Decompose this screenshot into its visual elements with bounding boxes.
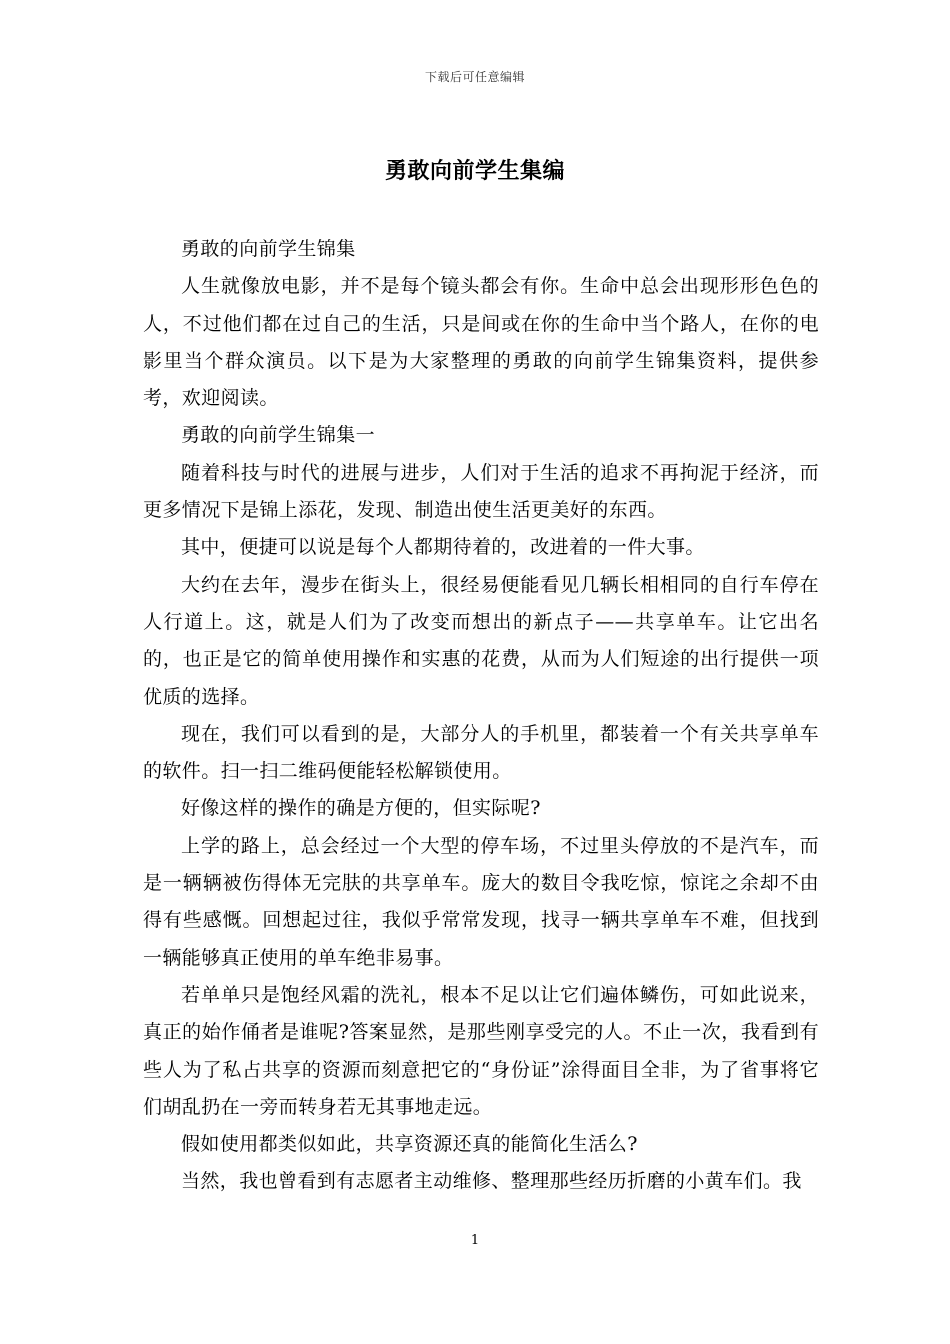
paragraph: 上学的路上，总会经过一个大型的停车场，不过里头停放的不是汽车，而是一辆辆被伤得体无完肤的共享单车。庞大的数目令我吃惊，惊诧之余却不由得有些感慨。回想起过往，我似乎常常发现，找寻一辆共享单车不难，但找到一辆能够真正使用的单车绝非易事。 [143,834,819,969]
paragraph: 若单单只是饱经风霜的洗礼，根本不足以让它们遍体鳞伤，可如此说来，真正的始作俑者是谁呢?答案显然，是那些刚享受完的人。不止一次，我看到有些人为了私占共享的资源而刻意把它的“身份证”涂得面目全非，为了省事将它们胡乱扔在一旁而转身若无其事地走远。 [143,983,819,1118]
page-title: 勇敢向前学生集编 [384,158,565,184]
paragraph: 当然，我也曾看到有志愿者主动维修、整理那些经历折磨的小黄车们。我 [181,1170,802,1193]
paragraph: 人生就像放电影，并不是每个镜头都会有你。生命中总会出现形形色色的人，不过他们都在过自己的生活，只是间或在你的生命中当个路人，在你的电影里当个群众演员。以下是为大家整理的勇敢的向前学生锦集资料，提供参考，欢迎阅读。 [143,275,819,410]
paragraph: 现在，我们可以看到的是，大部分人的手机里，都装着一个有关共享单车的软件。扫一扫二维码便能轻松解锁使用。 [143,722,819,783]
header-note: 下载后可任意编辑 [424,70,525,84]
paragraph: 勇敢的向前学生锦集 [181,238,356,260]
paragraph: 好像这样的操作的确是方便的，但实际呢? [181,797,541,820]
paragraph: 其中，便捷可以说是每个人都期待着的，改进着的一件大事。 [181,536,705,559]
paragraph: 大约在去年，漫步在街头上，很经易便能看见几辆长相相同的自行车停在人行道上。这，就是人们为了改变而想出的新点子——共享单车。让它出名的，也正是它的简单使用操作和实惠的花费，从而为人们短途的出行提供一项优质的选择。 [143,573,819,708]
document-body [143,231,819,1201]
paragraph: 勇敢的向前学生锦集一 [181,424,376,447]
paragraph: 随着科技与时代的进展与进步，人们对于生活的追求不再拘泥于经济，而更多情况下是锦上添花，发现、制造出使生活更美好的东西。 [143,461,819,522]
page-number: 1 [470,1233,480,1248]
paragraph: 假如使用都类似如此，共享资源还真的能简化生活么? [181,1133,638,1156]
